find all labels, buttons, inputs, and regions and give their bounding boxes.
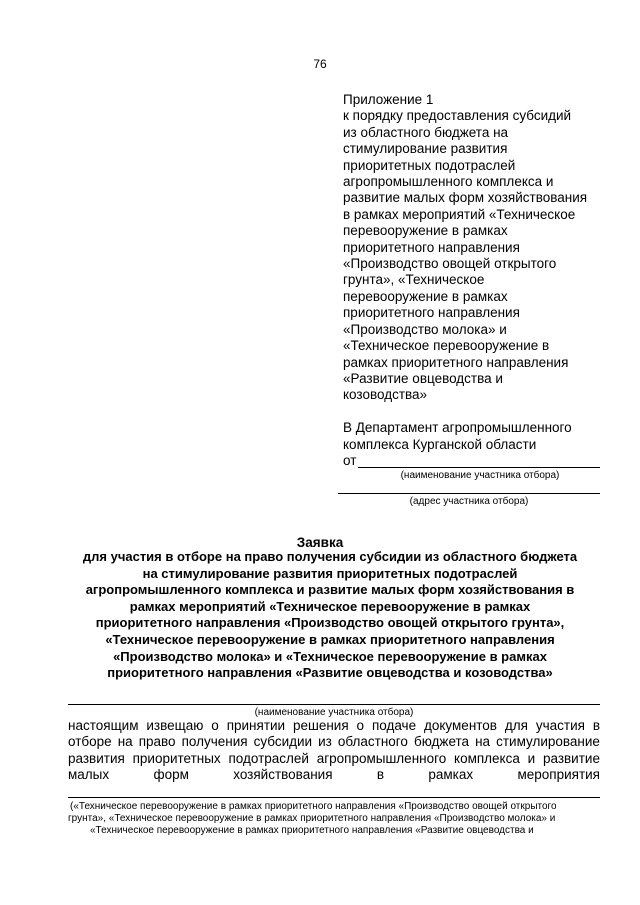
participant-address-field-line bbox=[338, 493, 600, 494]
page-number: 76 bbox=[313, 57, 327, 71]
body-word: в bbox=[376, 767, 385, 783]
appendix-line: из областного бюджета на bbox=[343, 124, 509, 140]
subtitle-line: приоритетного направления «Развитие овцеводства и козоводства» bbox=[107, 665, 553, 681]
body-word: развитие bbox=[542, 750, 600, 766]
appendix-line: перевооружение в рамках bbox=[343, 223, 508, 239]
body-word: решения bbox=[292, 718, 349, 733]
body-word: получения bbox=[181, 734, 248, 750]
body-word: малых bbox=[68, 767, 110, 783]
appendix-line: «Производство овощей открытого bbox=[343, 256, 557, 272]
footnote-line: («Техническое перевооружение в рамках приоритетного направления «Производство овощей открытого bbox=[70, 801, 557, 812]
body-word: субсидии bbox=[253, 734, 313, 750]
appendix-header bbox=[343, 92, 613, 404]
body-word: хозяйствования bbox=[233, 767, 333, 783]
body-word: комплекса bbox=[454, 750, 520, 766]
body-word: документов bbox=[423, 718, 497, 733]
body-word: подаче bbox=[371, 718, 417, 733]
appendix-line: стимулирование развития bbox=[343, 141, 508, 157]
body-word: приоритетных bbox=[132, 750, 221, 766]
appendix-line: рамках приоритетного направления bbox=[343, 354, 569, 370]
appendix-line: приоритетных подотраслей bbox=[343, 157, 516, 173]
subtitle-line: агропромышленного комплекса и развитие малых форм хозяйствования в bbox=[85, 582, 575, 598]
subtitle-line: на стимулирование развития приоритетных подотраслей bbox=[142, 565, 518, 581]
body-word: о bbox=[356, 718, 365, 733]
body-word: в bbox=[592, 718, 600, 733]
subtitle-line: для участия в отборе на право получения субсидии из областного бюджета bbox=[82, 549, 578, 564]
body-word: на bbox=[475, 734, 491, 750]
body-word: право bbox=[138, 734, 176, 750]
subtitle-line: рамках мероприятий «Техническое перевооружение в рамках bbox=[129, 598, 531, 614]
from-label: от bbox=[343, 453, 357, 468]
body-paragraph bbox=[68, 718, 600, 784]
appendix-line: «Техническое перевооружение в bbox=[343, 338, 550, 354]
body-word: из bbox=[318, 734, 332, 750]
body-word: областного bbox=[337, 734, 408, 750]
body-word: форм bbox=[153, 767, 189, 783]
footnote-line: «Техническое перевооружение в рамках приоритетного направления «Развитие овцеводства и bbox=[90, 825, 534, 837]
body-word: подотраслей bbox=[228, 750, 309, 766]
subtitle-line: «Производство молока» и «Техническое перевооружение в рамках bbox=[113, 648, 547, 664]
addressee-block bbox=[343, 420, 618, 453]
addressee-line: В Департамент агропромышленного bbox=[343, 420, 572, 435]
body-word: рамках bbox=[428, 767, 474, 783]
body-word: стимулирование bbox=[496, 734, 600, 750]
document-subtitle bbox=[60, 549, 600, 682]
body-word: настоящим bbox=[68, 718, 139, 733]
appendix-line: Приложение 1 bbox=[343, 92, 434, 107]
body-line bbox=[68, 718, 600, 734]
footnote-line: грунта», «Техническое перевооружение в рамках приоритетного направления «Производство молока» и bbox=[68, 813, 556, 825]
participant-name-caption-2: (наименование участника отбора) bbox=[254, 707, 414, 718]
appendix-line: развитие малых форм хозяйствования bbox=[343, 190, 588, 206]
body-word: развития bbox=[68, 750, 125, 766]
document-title: Заявка bbox=[296, 535, 344, 550]
appendix-line: агропромышленного комплекса и bbox=[343, 174, 554, 190]
footnote-text bbox=[68, 801, 600, 838]
appendix-line: приоритетного направления bbox=[343, 305, 520, 321]
appendix-line: к порядку предоставления субсидий bbox=[343, 108, 572, 124]
body-word: бюджета bbox=[413, 734, 470, 750]
body-word: извещаю bbox=[146, 718, 204, 733]
body-word: отборе bbox=[68, 734, 112, 750]
body-line bbox=[68, 751, 600, 767]
appendix-line: грунта», «Техническое bbox=[343, 272, 485, 288]
body-line bbox=[68, 734, 600, 750]
appendix-line: «Производство молока» и bbox=[343, 321, 507, 337]
body-word: участия bbox=[535, 718, 585, 733]
body-word: на bbox=[117, 734, 133, 750]
participant-address-caption: (адрес участника отбора) bbox=[409, 496, 529, 507]
body-line bbox=[68, 767, 600, 783]
subtitle-line: «Техническое перевооружение в рамках приоритетного направления bbox=[105, 631, 555, 647]
body-word: и bbox=[527, 750, 536, 766]
appendix-line: козоводства» bbox=[343, 387, 428, 403]
footnote-separator bbox=[68, 797, 600, 798]
participant-name-line bbox=[68, 704, 600, 705]
appendix-line: перевооружение в рамках bbox=[343, 288, 508, 304]
subtitle-line: приоритетного направления «Производство овощей открытого грунта», bbox=[95, 615, 565, 631]
addressee-line: комплекса Курганской области bbox=[343, 436, 537, 452]
body-word: агропромышленного bbox=[316, 750, 447, 766]
body-word: принятии bbox=[226, 718, 286, 733]
body-word: о bbox=[211, 718, 219, 733]
body-word: для bbox=[504, 718, 528, 733]
appendix-line: приоритетного направления bbox=[343, 239, 520, 255]
body-word: мероприятия bbox=[517, 767, 600, 783]
appendix-line: «Развитие овцеводства и bbox=[343, 370, 503, 386]
appendix-line: в рамках мероприятий «Техническое bbox=[343, 206, 576, 222]
participant-name-caption: (наименование участника отбора) bbox=[400, 470, 560, 481]
participant-name-field-line bbox=[358, 467, 600, 468]
